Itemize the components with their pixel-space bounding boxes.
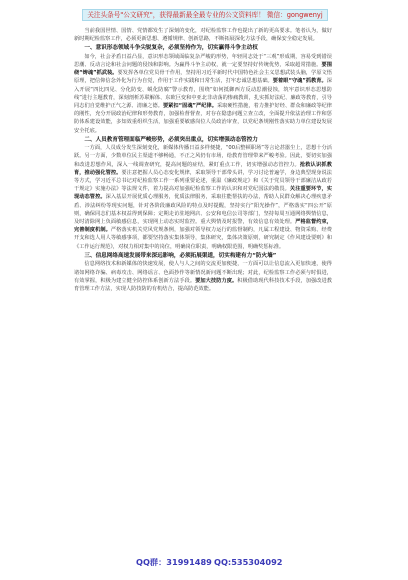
s1-text-4: 采取硬性措施，着力推护好经、群众和廉政等纪律的刚性，充分开展政治纪律和形势教育，加强检督督查，对存在隐患问题立查立改，全面提升依法治理工作和惩防体系建设效能，多知效重组织生活，加强重要敏感岗位人员政治审查，以党纪条规刚性落实助力单位建设发展安全托底。 <box>74 103 332 134</box>
footer-contact <box>0 556 408 570</box>
s3-bold-1: 要加大技防力度。 <box>195 277 238 284</box>
s1-bold-3: 要紧扣“固魂”严纪律。 <box>162 103 217 110</box>
section-2-heading: 二、人员教育管理面临严峻形势，必须突出重点，切实增强动态管控力 <box>84 136 258 143</box>
s2-text-1: 一方面，人员成分发生深刻变化，新媒体传播日益多样便捷，“00后整顿职场”等言论甚嚣尘上，思想十分活跃。另一方面，少数单位民主渠道不够畅通，不正之风仍有市场，给教育管理带来严峻考验。因此，要切实加强和改进思想作风，深入一线调查研究，提高问题的症结，紧盯重点工作，切实增强动态管控力。 <box>74 145 332 168</box>
document-body <box>74 27 332 552</box>
s2-bold-3: 严格监督约束，完善制度机制。 <box>74 219 332 234</box>
header-banner <box>82 9 328 21</box>
s2-text-3: 深入基层开展优质心理服务，优质法律服务，采取往能帮扶的办法，帮助人民群众解决心理疾患矛盾、涉法纠纷等现实问题，针对各阶段廉政风险的特点及时提醒，坚持实行“阳光操作”，严格落实“四公开”原则，确保同志们基本权益得到保障；定期走访驻地网店、公安和电信公司等部门，坚持每周互通网络舆情信息，及时清除网上负面敏感信息，实现网上动态实时监控。重大舆情及时报警，有效信息有效处理。 <box>74 194 332 226</box>
s2-text-4: 严格落实机关党风党规条例，加强对领导权力运行的监督制约，凡属工程建设、物资采购、经费开支和选人用人等敏感事项，都要坚持落实集体领导，集体研究，集体决策原则，研究制定《作风建设要则》和《工作运行规范》，对权力相对集中的岗位，明确岗位职责，明确权限范围，明确奖惩标准。 <box>74 227 332 250</box>
s1-bold-2: 要着眼“守魂”抓教育。 <box>272 78 327 85</box>
s3-text-1: 信息网络技术和新媒体的快速发展，使人与人之间的交流更加便捷，一方面可以让信息流入更加快速，使得诸如网络诈骗、病毒攻击、网络谣言、色面抄作等新情况新问题不断出现；对此，纪检监察工作必须与时俱进，有效掌握，积极为建立健全防控体系创新方法手段。 <box>74 261 332 284</box>
s3-text-2: 积极借助现代科技技术手段，加强改进教育管理工作方法，实现人防技防的有机结合，提高防范效能。 <box>74 277 332 292</box>
section-3-heading: 三、信息网络高速发展带来深远影响，必须拓展渠道，切实构建有力“防火墙” <box>84 252 277 259</box>
footer-qq-group: QQ群：31991489 <box>136 557 212 567</box>
s2-bold-2: 关注重要环节，实现动态管控。 <box>74 186 332 201</box>
footer-qq-number: QQ:535304092 <box>214 557 283 567</box>
section-1-heading: 一、意识形态领域斗争尖锐复杂，必须坚持作为，切实赢得斗争主动权 <box>84 45 258 52</box>
s2-text-2: 要注意把握人员心态变化规律，采取领导干部带头讲，学习讨论普遍学，身边典型现身说法等方式，学习近平总书记对纪检监察工作一系列重要论述，重温《廉政规定》和《关于党员领导干部廉洁从政若干规定》实施办法》等法规文件，着力提高对加强纪检监察工作的认识和对党纪国法的敬畏。 <box>74 169 332 193</box>
s2-bold-1: 抢救认识抓教育，推动强化管控。 <box>74 161 332 176</box>
banner-text: 关注头条号"公文研究"，获得最新最全最专业的公文资料库！ 微信：gongwenyj <box>87 11 323 19</box>
s1-bold-1: 要围绕“铸魂”抓武装。 <box>74 62 332 77</box>
section-3-paragraph <box>74 260 332 293</box>
s1-text-2: 要发挥各单位党员骨干作用，坚持用习近平新时代中国特色社会主义思想武装头脑，学原文悟原理，把信仰信念外化为行为自觉，作用于工作实践和日常生活，打牢忠诚思想基础。 <box>74 70 332 85</box>
section-2-paragraph <box>74 144 332 251</box>
section-1-paragraph <box>74 53 332 135</box>
s1-text-3: 深入开展“四比四见、分化防变、蜕化防腐”警示教育，围绕“如何抵御西方反动思潮侵蚀，筑牢意识形态思想防线”进行主题教育，深刻剖析苏联解体、东欧巨变和中亚北非动荡的惨痛教训，扎实抓好法纪、廉政等教育，引导同志们自觉维护正气之源、清廉之德。 <box>74 78 332 110</box>
s1-text-1: 如今，社会矛盾日益凸显，意识形态领域面临复杂严峻的形势，年轻同志处于“三观”形成期，容易受到错误思潮、反动言论和社会问题的侵蚀和影响。为赢得斗争主动权，就一定要坚持好传统优势，采取超常措施。 <box>74 53 332 69</box>
intro-paragraph: 当前我国世情、国情、党情都发生了深刻的变化，对纪检监察工作也提出了新的更高要求。笔者认为，做好新时期纪检监察工作，必须更新思想、遵循规律、创新思路，不断拓展深化方法手段，确保安全稳定发展。 <box>74 28 332 43</box>
